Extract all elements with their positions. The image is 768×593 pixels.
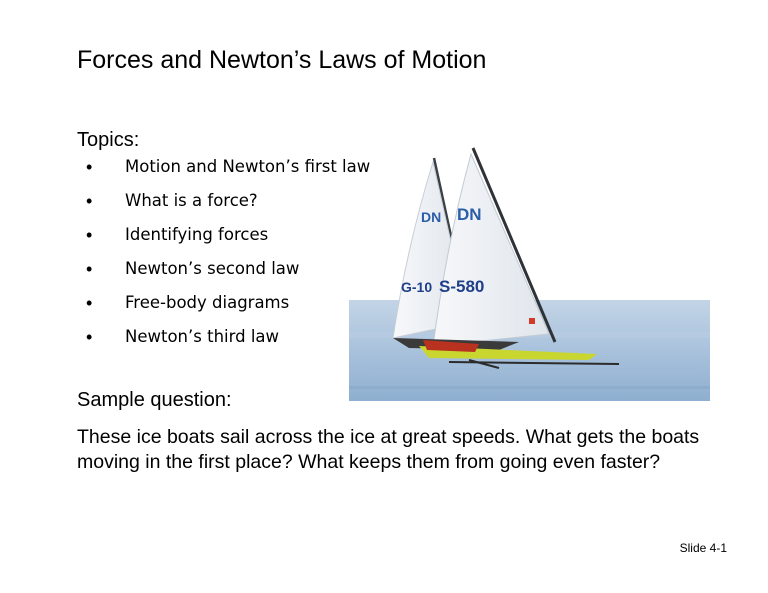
topic-item [86,189,370,223]
topic-item [86,155,370,189]
topic-item [86,325,370,359]
slide-title: Forces and Newton’s Laws of Motion [77,46,487,74]
slide-number: Slide 4-1 [679,541,727,555]
bullet-icon: • [86,259,93,279]
ice-streak [369,368,699,372]
sample-question-text: These ice boats sail across the ice at great speeds. What gets the boats moving in the first place? What keeps them from going even faster? [77,426,700,473]
bullet-icon: • [86,157,93,177]
topic-label: Free-body diagrams [125,293,290,312]
topic-label: Newton’s second law [125,259,300,278]
back-sail-class-text: DN [421,209,442,225]
bullet-icon: • [86,293,93,313]
topic-label: Identifying forces [125,225,269,244]
sample-question-heading: Sample question: [77,389,232,411]
topics-heading: Topics: [77,129,140,151]
ice-streak [349,386,710,389]
back-sail-number-text: G-10 [401,279,433,295]
sail-badge [529,318,535,324]
topic-item [86,291,370,325]
bullet-icon: • [86,327,93,347]
bullet-icon: • [86,225,93,245]
topic-label: What is a force? [125,191,258,210]
topic-list [86,155,370,359]
ice-boats-photo [349,146,710,401]
topic-label: Newton’s third law [125,327,280,346]
topic-label: Motion and Newton’s first law [125,157,371,176]
bullet-icon: • [86,191,93,211]
front-sail-number-text: S-580 [439,277,485,296]
topic-item [86,223,370,257]
topic-item [86,257,370,291]
front-sail-class-text: DN [457,205,482,224]
front-sail [433,154,549,346]
